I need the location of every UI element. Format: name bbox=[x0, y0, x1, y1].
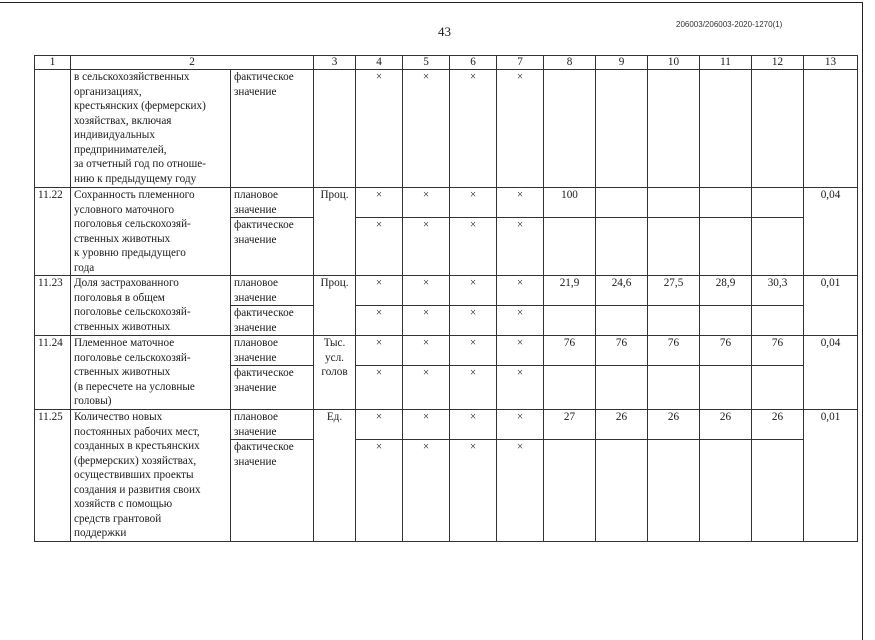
value-kind-label: плановое значение bbox=[231, 410, 314, 440]
not-applicable-mark: × bbox=[497, 366, 544, 410]
not-applicable-mark: × bbox=[356, 336, 403, 366]
value-cell bbox=[700, 440, 752, 542]
value-cell bbox=[648, 366, 700, 410]
value-cell bbox=[700, 188, 752, 218]
value-cell: 26 bbox=[648, 410, 700, 440]
not-applicable-mark: × bbox=[450, 218, 497, 276]
value-kind-label: фактическое значение bbox=[231, 366, 314, 410]
column-number-row bbox=[35, 56, 858, 70]
value-kind-label: плановое значение bbox=[231, 336, 314, 366]
not-applicable-mark: × bbox=[450, 70, 497, 188]
column-header: 4 bbox=[356, 56, 403, 70]
value-cell: 76 bbox=[700, 336, 752, 366]
column-header: 10 bbox=[648, 56, 700, 70]
column-header: 8 bbox=[544, 56, 596, 70]
table-row-continuation bbox=[35, 70, 858, 188]
value-cell bbox=[544, 70, 596, 188]
value-cell: 27,5 bbox=[648, 276, 700, 306]
not-applicable-mark: × bbox=[403, 366, 450, 410]
scan-border-top bbox=[0, 2, 862, 3]
not-applicable-mark: × bbox=[497, 218, 544, 276]
unit-cell: Тыс. усл. голов bbox=[314, 336, 356, 410]
column-header: 12 bbox=[752, 56, 804, 70]
not-applicable-mark: × bbox=[497, 70, 544, 188]
value-cell bbox=[752, 70, 804, 188]
not-applicable-mark: × bbox=[356, 276, 403, 306]
indicator-number: 11.25 bbox=[35, 410, 71, 542]
value-kind-label: фактическое значение bbox=[231, 306, 314, 336]
weight-cell: 0,01 bbox=[804, 410, 858, 542]
value-cell: 28,9 bbox=[700, 276, 752, 306]
not-applicable-mark: × bbox=[356, 188, 403, 218]
not-applicable-mark: × bbox=[356, 70, 403, 188]
not-applicable-mark: × bbox=[497, 410, 544, 440]
not-applicable-mark: × bbox=[403, 306, 450, 336]
value-cell bbox=[544, 366, 596, 410]
indicator-name: Племенное маточное поголовье сельскохозяй- ственных животных (в пересчете на условные головы) bbox=[71, 336, 231, 410]
not-applicable-mark: × bbox=[356, 410, 403, 440]
value-cell bbox=[700, 70, 752, 188]
table-row-plan bbox=[35, 188, 858, 218]
not-applicable-mark: × bbox=[450, 336, 497, 366]
not-applicable-mark: × bbox=[497, 188, 544, 218]
not-applicable-mark: × bbox=[497, 276, 544, 306]
value-kind-label: фактическое значение bbox=[231, 70, 314, 188]
value-cell bbox=[752, 188, 804, 218]
value-cell: 24,6 bbox=[596, 276, 648, 306]
value-cell bbox=[752, 218, 804, 276]
indicator-name: в сельскохозяйственных организациях, крестьянских (фермерских) хозяйствах, включая индивидуальных предпринимателей, за отчетный год по отноше- нию к предыдущему году bbox=[71, 70, 231, 188]
value-cell bbox=[596, 188, 648, 218]
value-cell bbox=[648, 188, 700, 218]
value-cell bbox=[596, 366, 648, 410]
value-kind-label: фактическое значение bbox=[231, 218, 314, 276]
value-cell bbox=[544, 306, 596, 336]
not-applicable-mark: × bbox=[356, 440, 403, 542]
not-applicable-mark: × bbox=[356, 218, 403, 276]
not-applicable-mark: × bbox=[356, 306, 403, 336]
not-applicable-mark: × bbox=[450, 410, 497, 440]
not-applicable-mark: × bbox=[403, 410, 450, 440]
scan-border-right bbox=[862, 2, 863, 640]
not-applicable-mark: × bbox=[450, 188, 497, 218]
value-cell bbox=[700, 366, 752, 410]
value-cell bbox=[648, 440, 700, 542]
indicators-table bbox=[34, 55, 858, 542]
not-applicable-mark: × bbox=[450, 366, 497, 410]
not-applicable-mark: × bbox=[403, 218, 450, 276]
value-cell bbox=[596, 306, 648, 336]
indicator-name: Доля застрахованного поголовья в общем поголовье сельскохозяй- ственных животных bbox=[71, 276, 231, 336]
indicator-name: Сохранность племенного условного маточного поголовья сельскохозяй- ственных животных к уровню предыдущего года bbox=[71, 188, 231, 276]
not-applicable-mark: × bbox=[497, 336, 544, 366]
unit-cell: Проц. bbox=[314, 276, 356, 336]
not-applicable-mark: × bbox=[450, 306, 497, 336]
value-cell: 27 bbox=[544, 410, 596, 440]
column-header: 9 bbox=[596, 56, 648, 70]
column-header: 2 bbox=[71, 56, 314, 70]
value-cell: 26 bbox=[752, 410, 804, 440]
column-header: 13 bbox=[804, 56, 858, 70]
value-kind-label: плановое значение bbox=[231, 276, 314, 306]
unit-cell: Ед. bbox=[314, 410, 356, 542]
value-kind-label: фактическое значение bbox=[231, 440, 314, 542]
unit-cell: Проц. bbox=[314, 188, 356, 276]
value-cell bbox=[752, 306, 804, 336]
value-cell bbox=[544, 440, 596, 542]
indicator-number: 11.22 bbox=[35, 188, 71, 276]
column-header: 7 bbox=[497, 56, 544, 70]
value-cell bbox=[648, 218, 700, 276]
value-cell: 26 bbox=[596, 410, 648, 440]
not-applicable-mark: × bbox=[403, 70, 450, 188]
not-applicable-mark: × bbox=[497, 440, 544, 542]
value-cell bbox=[700, 306, 752, 336]
table-row-plan bbox=[35, 336, 858, 366]
value-cell bbox=[544, 218, 596, 276]
column-header: 11 bbox=[700, 56, 752, 70]
not-applicable-mark: × bbox=[403, 276, 450, 306]
unit-cell bbox=[314, 70, 356, 188]
value-cell bbox=[752, 440, 804, 542]
not-applicable-mark: × bbox=[356, 366, 403, 410]
value-cell bbox=[648, 306, 700, 336]
value-cell: 76 bbox=[648, 336, 700, 366]
column-header: 3 bbox=[314, 56, 356, 70]
table-row-plan bbox=[35, 276, 858, 306]
not-applicable-mark: × bbox=[450, 276, 497, 306]
value-cell: 76 bbox=[596, 336, 648, 366]
value-cell: 76 bbox=[752, 336, 804, 366]
not-applicable-mark: × bbox=[497, 306, 544, 336]
not-applicable-mark: × bbox=[403, 440, 450, 542]
value-cell bbox=[596, 70, 648, 188]
column-header: 5 bbox=[403, 56, 450, 70]
value-cell bbox=[648, 70, 700, 188]
value-cell bbox=[752, 366, 804, 410]
indicator-number bbox=[35, 70, 71, 188]
value-cell: 26 bbox=[700, 410, 752, 440]
weight-cell: 0,04 bbox=[804, 188, 858, 276]
page-number: 43 bbox=[438, 24, 451, 39]
value-cell bbox=[596, 440, 648, 542]
column-header: 1 bbox=[35, 56, 71, 70]
not-applicable-mark: × bbox=[450, 440, 497, 542]
value-cell bbox=[700, 218, 752, 276]
not-applicable-mark: × bbox=[403, 188, 450, 218]
indicator-number: 11.24 bbox=[35, 336, 71, 410]
value-cell bbox=[596, 218, 648, 276]
document-id: 206003/206003-2020-1270(1) bbox=[676, 20, 783, 29]
value-cell: 21,9 bbox=[544, 276, 596, 306]
not-applicable-mark: × bbox=[403, 336, 450, 366]
table-row-plan bbox=[35, 410, 858, 440]
indicator-name: Количество новых постоянных рабочих мест, созданных в крестьянских (фермерских) хозяйствах, осуществивших проекты создания и развития своих хозяйств с помощью средств грантовой поддержки bbox=[71, 410, 231, 542]
value-kind-label: плановое значение bbox=[231, 188, 314, 218]
value-cell: 30,3 bbox=[752, 276, 804, 306]
weight-cell: 0,01 bbox=[804, 276, 858, 336]
weight-cell bbox=[804, 70, 858, 188]
column-header: 6 bbox=[450, 56, 497, 70]
value-cell: 100 bbox=[544, 188, 596, 218]
indicator-number: 11.23 bbox=[35, 276, 71, 336]
value-cell: 76 bbox=[544, 336, 596, 366]
weight-cell: 0,04 bbox=[804, 336, 858, 410]
